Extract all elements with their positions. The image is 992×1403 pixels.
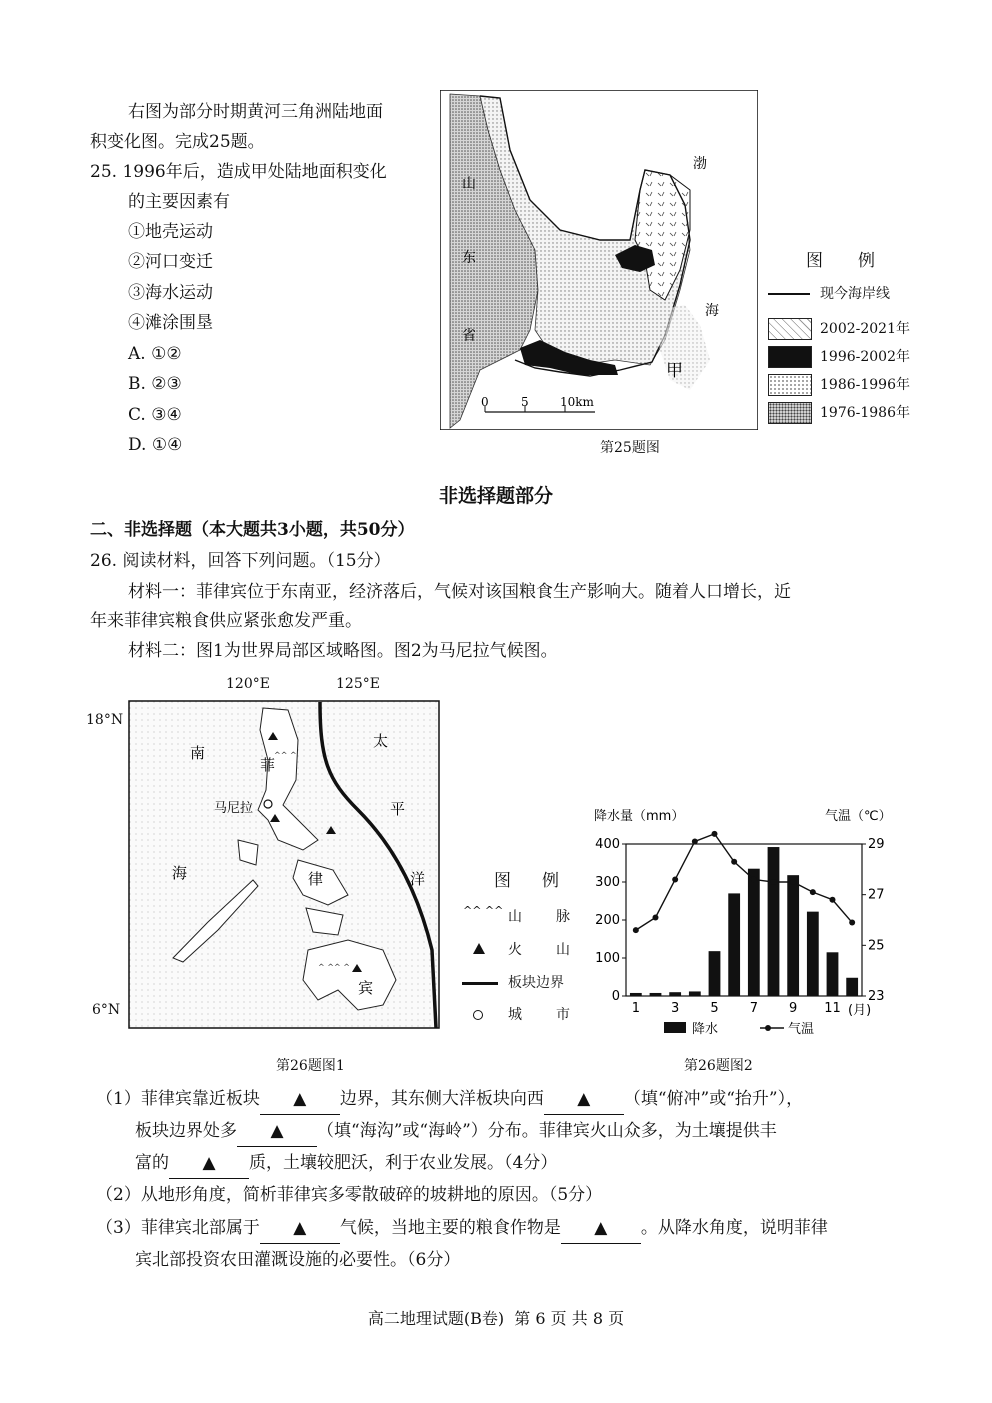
chart-frame: [626, 844, 862, 996]
precip-bar: [827, 952, 839, 996]
temperature-point: [672, 876, 678, 882]
q25-option-c: C. ③④: [128, 405, 182, 425]
legend-volcano-2: 山: [556, 942, 570, 958]
chart-y-axis-label: 降水量（mm）: [594, 809, 685, 824]
temperature-point: [751, 876, 757, 882]
answer-blank-6[interactable]: ▲: [561, 1213, 641, 1244]
q26-1-text-g: 质，土壤较肥沃，利于农业发展。（4分）: [249, 1153, 558, 1173]
precip-bar: [630, 993, 642, 996]
q26-1-text-b: 边界，其东侧大洋板块向西: [339, 1089, 544, 1109]
lat-6-label: 6°N: [92, 1002, 121, 1018]
y2-tick-label: 23: [868, 989, 885, 1004]
answer-blank-5[interactable]: ▲: [260, 1213, 340, 1244]
precip-bar: [728, 893, 740, 996]
manila-city-icon: [264, 800, 272, 808]
south-china-sea-label-2: 海: [172, 864, 188, 882]
legend-mountain-1: 山: [508, 909, 522, 925]
shandong-label-sheng: 省: [462, 328, 476, 344]
philippines-label-2: 律: [308, 870, 324, 888]
q26-2: （2）从地形角度，简析菲律宾多零散破碎的坡耕地的原因。（5分）: [96, 1185, 603, 1205]
map25-legend-title-1: 图: [806, 251, 823, 271]
q26-1-text-e: （填“海沟”或“海岭”）分布。菲律宾火山众多，为土壤提供丰: [317, 1121, 777, 1141]
precip-bar: [846, 978, 858, 996]
legend-label-1986: 1986-1996年: [820, 377, 910, 393]
legend-label-1996: 1996-2002年: [820, 349, 910, 365]
q26-material1-line1: 材料一：菲律宾位于东南亚，经济落后，气候对该国粮食生产影响大。随着人口增长，近: [128, 582, 791, 602]
south-china-sea-label-1: 南: [190, 744, 206, 762]
temperature-point: [731, 859, 737, 865]
y-tick-label: 0: [611, 989, 620, 1004]
legend-plate-boundary: 板块边界: [508, 975, 564, 991]
lon-120-label: 120°E: [226, 676, 270, 692]
legend-coastline-label: 现今海岸线: [820, 286, 890, 302]
legend-swatch-1996: [768, 346, 812, 368]
legend-precip-swatch: [664, 1022, 686, 1033]
chart-y2-axis-label: 气温（℃）: [825, 809, 892, 824]
x-tick-label: 11: [824, 1001, 841, 1016]
map25-legend-title-2: 例: [858, 251, 875, 271]
legend-swatch-1986: [768, 374, 812, 396]
legend-volcano-1: 火: [508, 942, 522, 958]
q25-item-1: ①地壳运动: [128, 222, 213, 242]
pacific-label-3: 洋: [410, 870, 426, 888]
temperature-point: [633, 927, 639, 933]
q26-stem: 26. 阅读材料，回答下列问题。（15分）: [90, 551, 391, 571]
q25-stem-line1: 25. 1996年后，造成甲处陆地面积变化: [90, 162, 387, 182]
precip-bar: [650, 993, 662, 996]
precip-bar: [787, 875, 799, 996]
temperature-point: [692, 838, 698, 844]
lon-125-label: 125°E: [336, 676, 380, 692]
y2-tick-label: 29: [868, 837, 885, 852]
q26-1-text-c: （填“俯冲”或“抬升”），: [623, 1089, 804, 1109]
q26-1-text-d: 板块边界处多: [135, 1121, 237, 1141]
temperature-point: [653, 914, 659, 920]
answer-blank-1[interactable]: ▲: [260, 1084, 340, 1115]
y-tick-label: 100: [595, 951, 620, 966]
answer-blank-3[interactable]: ▲: [237, 1116, 317, 1147]
svg-text:^^ ^: ^^ ^: [274, 751, 297, 760]
q25-option-a: A. ①②: [128, 344, 182, 364]
x-tick-label: 3: [671, 1001, 680, 1016]
volcano-legend-icon: [473, 943, 485, 954]
x-tick-label: 1: [631, 1001, 640, 1016]
q26-3-text-b: 气候，当地主要的粮食作物是: [339, 1218, 561, 1238]
precip-bar: [709, 951, 721, 996]
lat-18-label: 18°N: [86, 712, 124, 728]
manila-label: 马尼拉: [214, 801, 254, 816]
x-tick-label: 9: [789, 1001, 798, 1016]
mountain-icon: ^^ ^^: [463, 904, 504, 917]
q25-item-2: ②河口变迁: [128, 252, 213, 272]
jia-label: 甲: [666, 361, 683, 381]
temperature-point: [849, 920, 855, 926]
philippines-map: [128, 700, 440, 1030]
x-tick-label: 7: [749, 1001, 758, 1016]
answer-blank-2[interactable]: ▲: [544, 1084, 624, 1115]
q26-material1-line2: 年来菲律宾粮食供应紧张愈发严重。: [90, 611, 362, 631]
x-tick-label: 5: [710, 1001, 719, 1016]
q25-option-b: B. ②③: [128, 374, 182, 394]
legend-precip-label: 降水: [692, 1022, 719, 1037]
q25-item-4: ④滩涂围垦: [128, 313, 213, 333]
shandong-label-shan: 山: [462, 176, 476, 192]
legend-temp-label: 气温: [788, 1022, 815, 1037]
q26-1-text-a: （1）菲律宾靠近板块: [96, 1089, 260, 1109]
legend-mountain-2: 脉: [556, 909, 570, 925]
chart-x-unit-label: (月): [848, 1003, 872, 1018]
manila-climate-chart: [580, 800, 910, 1045]
scale-five: 5: [521, 395, 529, 409]
legend-city-1: 城: [508, 1007, 522, 1023]
yellow-river-delta-map: [440, 90, 758, 430]
fig25-caption: 第25题图: [600, 440, 660, 456]
precip-bar: [669, 992, 681, 996]
precip-bar: [748, 869, 760, 996]
legend-city-2: 市: [556, 1007, 570, 1023]
temperature-point: [830, 897, 836, 903]
precip-bar: [807, 912, 819, 996]
pacific-label-1: 太: [373, 732, 389, 750]
temperature-point: [790, 879, 796, 885]
scale-ten: 10km: [560, 395, 594, 409]
shandong-label-dong: 东: [462, 250, 476, 266]
plate-boundary-legend-icon: [462, 982, 498, 985]
section-title: 非选择题部分: [438, 485, 553, 507]
q26-1-text-f: 富的: [135, 1153, 169, 1173]
y-tick-label: 300: [595, 875, 620, 890]
legend-temp-marker: [765, 1025, 771, 1031]
y2-tick-label: 27: [868, 887, 885, 903]
q26-3-text-a: （3）菲律宾北部属于: [96, 1218, 260, 1238]
pacific-label-2: 平: [390, 800, 406, 818]
legend-label-1976: 1976-1986年: [820, 405, 910, 421]
y2-tick-label: 25: [868, 938, 885, 954]
answer-blank-4[interactable]: ▲: [169, 1148, 249, 1179]
fig26-1-caption: 第26题图1: [276, 1058, 345, 1074]
temperature-point: [810, 889, 816, 895]
fig26-legend-title-1: 图: [494, 871, 511, 891]
precip-bar: [768, 847, 780, 996]
q26-3-line1: [96, 1213, 828, 1244]
page-footer: 高二地理试题(B卷) 第 6 页 共 8 页: [367, 1309, 625, 1328]
q26-1-line3: [135, 1148, 557, 1179]
fig26-legend-title-2: 例: [542, 871, 559, 891]
q25-intro-line1: 右图为部分时期黄河三角洲陆地面: [128, 102, 383, 122]
philippines-label-3: 宾: [358, 979, 374, 997]
q26-3-text-c: 。从降水角度，说明菲律: [640, 1218, 828, 1238]
legend-swatch-1976: [768, 402, 812, 424]
precip-bar: [689, 991, 701, 996]
temperature-point: [712, 831, 718, 837]
q26-3-line2: 宾北部投资农田灌溉设施的必要性。（6分）: [135, 1250, 461, 1270]
scale-zero: 0: [481, 395, 489, 409]
q25-intro-line2: 积变化图。完成25题。: [90, 132, 265, 152]
q25-stem-line2: 的主要因素有: [128, 192, 230, 212]
city-legend-icon: [473, 1010, 483, 1020]
bohai-label-2: 海: [705, 303, 719, 319]
philippines-label-1: 菲: [260, 756, 276, 774]
temperature-point: [771, 879, 777, 885]
section-header: 二、非选择题（本大题共3小题，共50分）: [90, 520, 415, 540]
q26-material2: 材料二：图1为世界局部区域略图。图2为马尼拉气候图。: [128, 641, 558, 661]
legend-swatch-2002: [768, 318, 812, 340]
q26-1-line2: [135, 1116, 777, 1147]
fig26-2-caption: 第26题图2: [684, 1058, 753, 1074]
q25-item-3: ③海水运动: [128, 283, 213, 303]
bohai-label-1: 渤: [693, 156, 707, 172]
svg-text:^ ^^ ^: ^ ^^ ^: [318, 963, 350, 972]
y-tick-label: 200: [595, 913, 620, 928]
legend-coastline-line: [768, 293, 810, 295]
temperature-line: [636, 834, 852, 930]
q25-option-d: D. ①④: [128, 435, 183, 455]
q26-1-line1: [96, 1084, 803, 1115]
legend-label-2002: 2002-2021年: [820, 321, 910, 337]
y-tick-label: 400: [595, 837, 620, 852]
